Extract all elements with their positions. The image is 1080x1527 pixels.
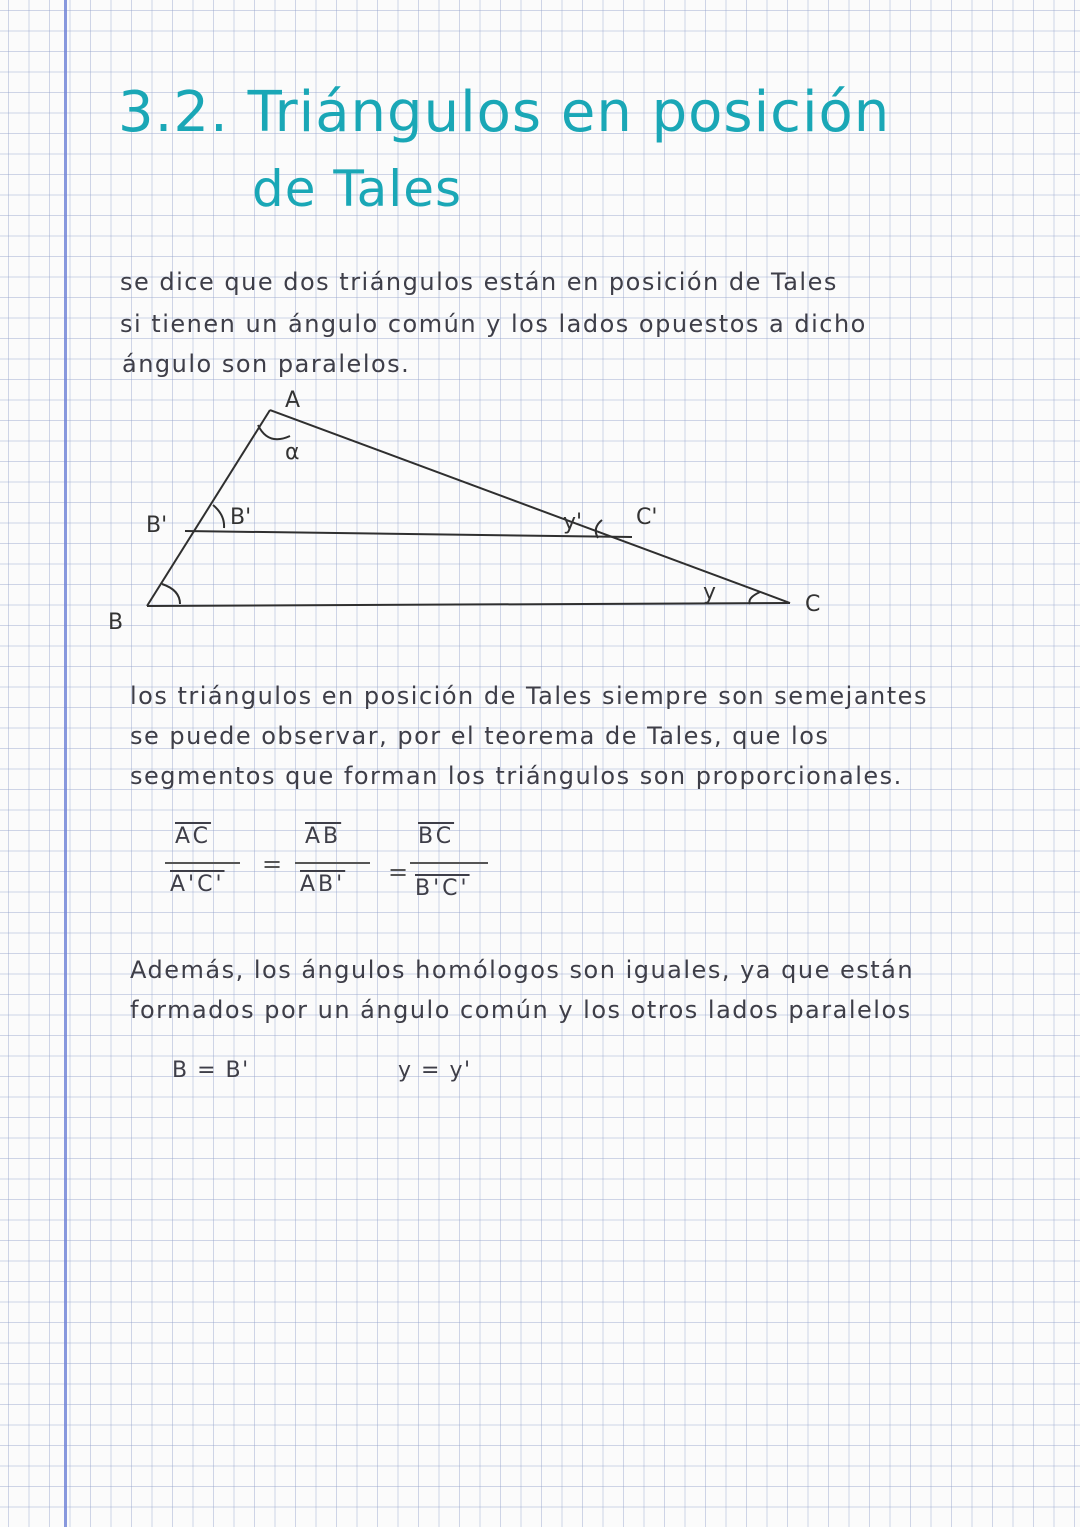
side-ac bbox=[270, 410, 790, 603]
fraction-1-numerator: $\overline{AC}$ bbox=[175, 824, 212, 849]
fraction-3-numerator: $\overline{BC}$ bbox=[418, 824, 455, 849]
page-title-line-1: 3.2. Triángulos en posición bbox=[118, 80, 891, 145]
intro-line-3: ángulo son paralelos. bbox=[122, 350, 411, 378]
page-title-line-2: de Tales bbox=[252, 160, 463, 218]
side-bc bbox=[147, 603, 790, 606]
vertex-b-label: B bbox=[108, 610, 124, 635]
para3-line-1: Además, los ángulos homólogos son iguales, ya que están bbox=[130, 956, 915, 984]
fraction-2-bar bbox=[295, 862, 370, 864]
fraction-2-denominator: AB' bbox=[300, 872, 346, 897]
angle-alpha-arc bbox=[258, 425, 290, 439]
equals-sign-2: = bbox=[388, 858, 409, 886]
para2-line-3: segmentos que forman los triángulos son proporcionales. bbox=[130, 762, 903, 790]
tales-triangle-figure bbox=[0, 0, 1080, 700]
vertex-c-label: C bbox=[805, 592, 821, 617]
fraction-2-numerator: $\overline{AB}$ bbox=[305, 824, 342, 849]
side-ab bbox=[147, 410, 270, 606]
intro-line-1: se dice que dos triángulos están en posición de Tales bbox=[120, 268, 838, 296]
fraction-3-bar bbox=[410, 862, 488, 864]
para3-line-2: formados por un ángulo común y los otros lados paralelos bbox=[130, 996, 912, 1024]
equals-sign-1: = bbox=[262, 850, 283, 878]
vertex-a-label: A bbox=[285, 388, 301, 413]
fraction-1-bar bbox=[165, 862, 240, 864]
vertex-c-prime-label: C' bbox=[636, 505, 658, 530]
para2-line-2: se puede observar, por el teorema de Tales, que los bbox=[130, 722, 830, 750]
angle-y-prime-label: y' bbox=[563, 510, 583, 535]
angle-alpha-label: α bbox=[285, 440, 300, 465]
angle-equality-y: y = y' bbox=[398, 1058, 472, 1083]
angle-b-prime-label: B' bbox=[230, 505, 252, 530]
para2-line-1: los triángulos en posición de Tales siempre son semejantes bbox=[130, 682, 928, 710]
angle-y-prime-arc bbox=[596, 520, 602, 538]
angle-b-prime-arc bbox=[213, 505, 224, 528]
angle-b-arc bbox=[162, 584, 180, 604]
fraction-1-denominator: A'C' bbox=[170, 872, 225, 897]
angle-y-label: y bbox=[703, 580, 717, 605]
fraction-3-denominator: B'C' bbox=[415, 876, 470, 901]
angle-equality-b: B = B' bbox=[172, 1058, 250, 1083]
intro-line-2: si tienen un ángulo común y los lados opuestos a dicho bbox=[120, 310, 867, 338]
vertex-b-prime-label: B' bbox=[146, 513, 168, 538]
